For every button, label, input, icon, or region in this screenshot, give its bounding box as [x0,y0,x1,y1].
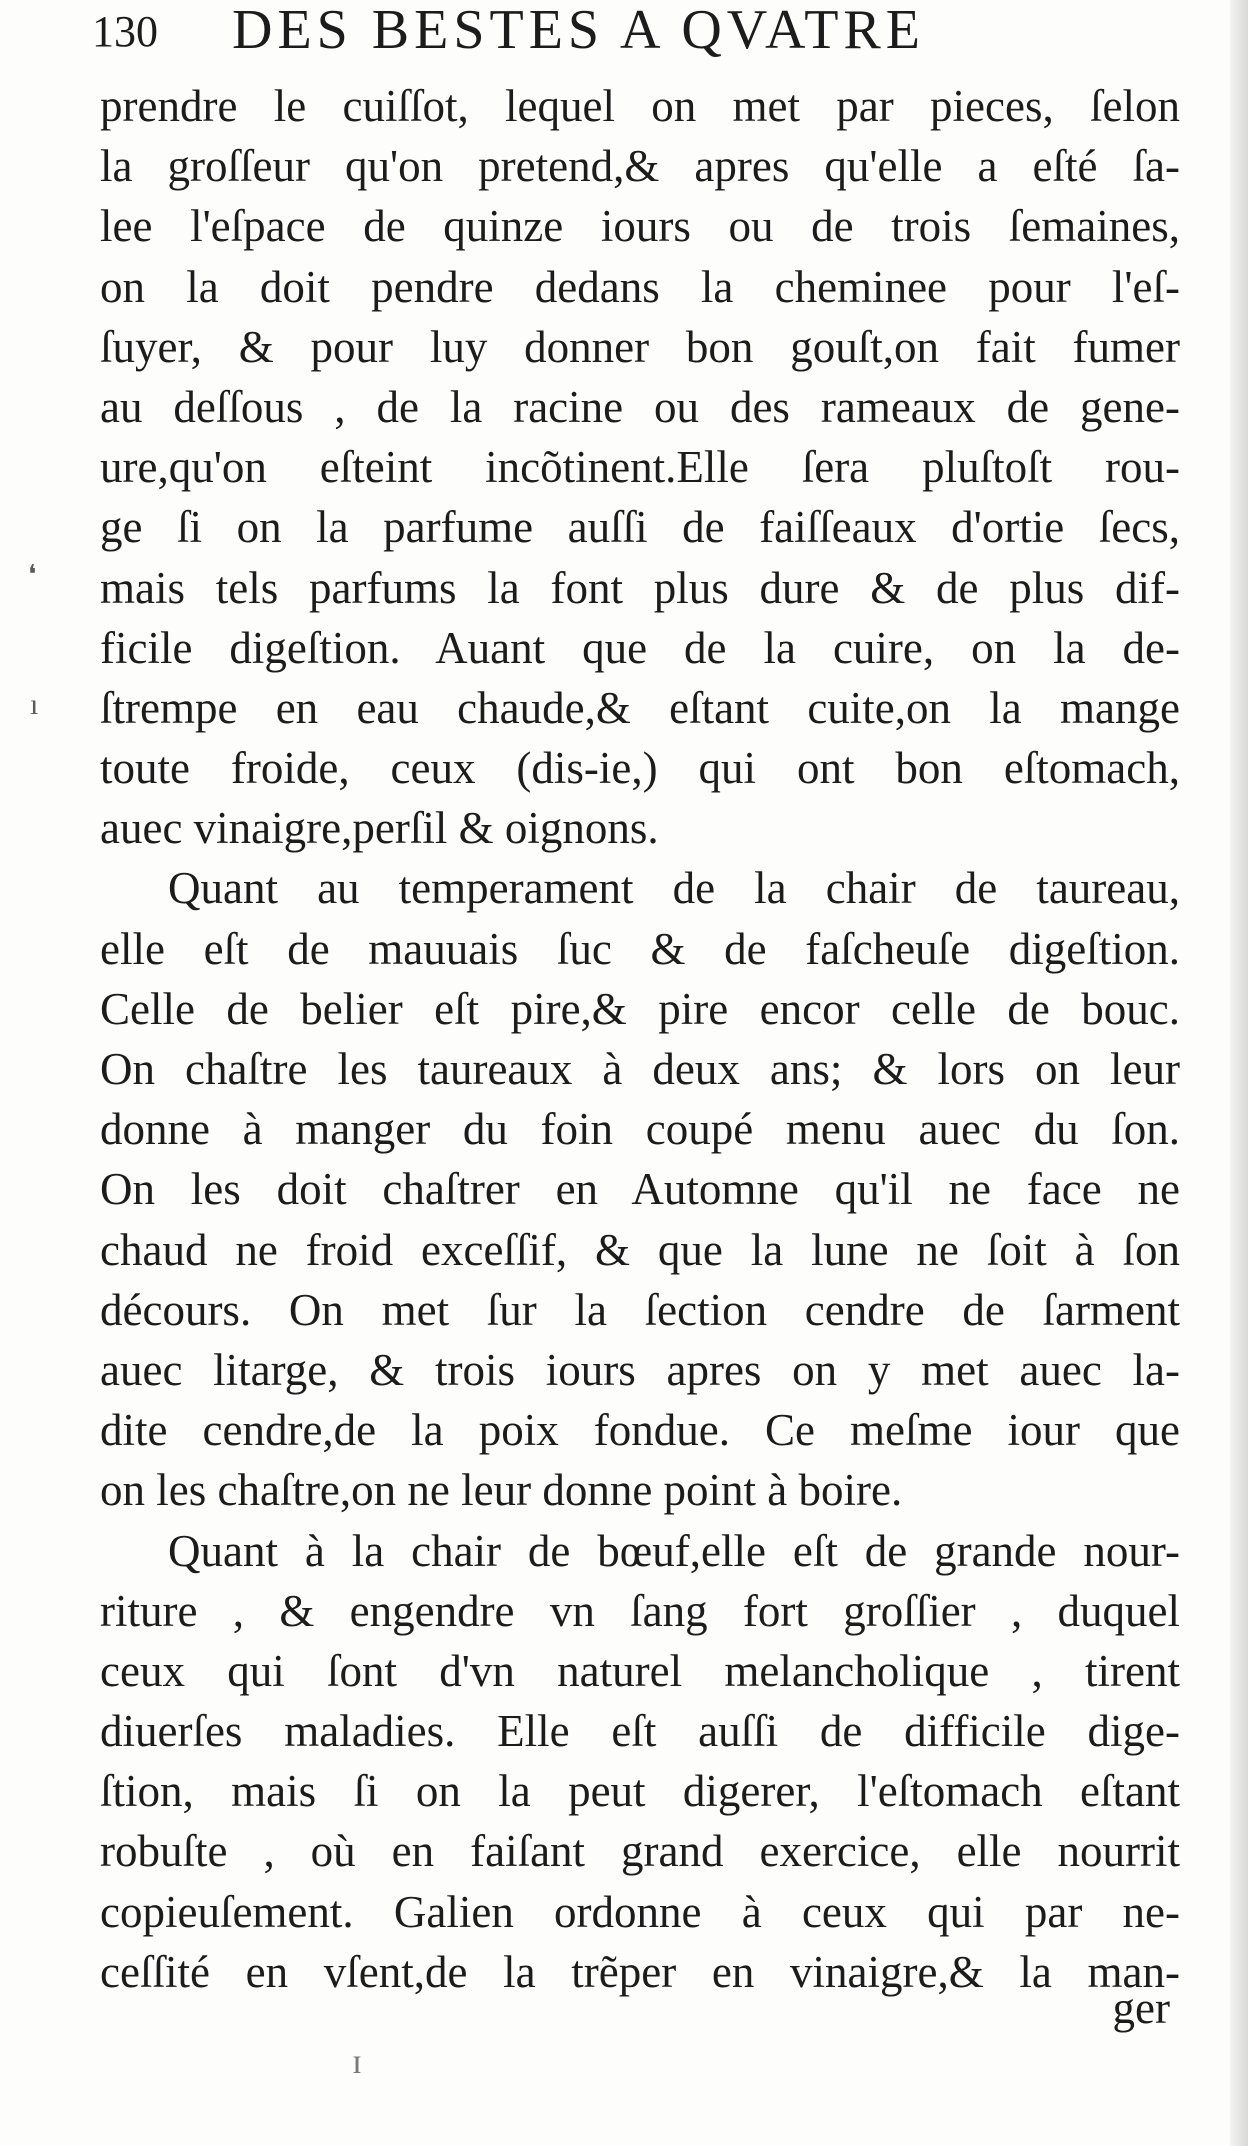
text-line: Quant au temperament de la chair de taureau, [168,863,1180,914]
body-text [100,76,1180,2002]
text-line: la groſſeur qu'on pretend,& apres qu'elle a eſté ſa- [100,141,1180,192]
text-line: décours. On met ſur la ſection cendre de ſarment [100,1284,1180,1335]
catchword: ger [1112,1983,1170,2033]
text-line: Celle de belier eſt pire,& pire encor celle de bouc. [100,983,1180,1034]
text-line: chaud ne froid exceſſif, & que la lune ne ſoit à ſon [100,1224,1180,1275]
text-line: on la doit pendre dedans la cheminee pour l'eſ- [100,261,1180,312]
text-line: mais tels parfums la font plus dure & de plus dif- [100,562,1180,613]
text-line: ſuyer, & pour luy donner bon gouſt,on fait fumer [100,321,1180,372]
text-line: au deſſous , de la racine ou des rameaux de gene- [100,381,1180,432]
text-line: copieuſement. Galien ordonne à ceux qui par ne- [100,1886,1180,1937]
text-line: ſtion, mais ſi on la peut digerer, l'eſtomach eſtant [100,1766,1180,1817]
text-line: lee l'eſpace de quinze iours ou de trois ſemaines, [100,201,1180,252]
text-line: donne à manger du foin coupé menu auec du ſon. [100,1104,1180,1155]
text-line: On chaſtre les taureaux à deux ans; & lors on leur [100,1044,1180,1094]
running-title: DES BESTES A QVATRE [232,0,925,61]
text-line: on les chaſtre,on ne leur donne point à boire. [100,1465,903,1516]
text-line: auec litarge, & trois iours apres on y met auec la- [100,1344,1180,1395]
text-line: ge ſi on la parfume auſſi de faiſſeaux d'ortie ſecs, [100,502,1180,553]
text-line: robuſte , où en faiſant grand exercice, elle nourrit [100,1826,1180,1877]
text-line: ceſſité en vſent,de la trẽper en vinaigre,& la man- [100,1946,1180,1997]
text-line: Quant à la chair de bœuf,elle eſt de grande nour- [168,1525,1180,1576]
text-line: ceux qui ſont d'vn naturel melancholique , tirent [100,1645,1180,1696]
text-line: auec vinaigre,perſil & oignons. [100,803,659,854]
text-line: riture , & engendre vn ſang fort groſſier , duquel [100,1585,1180,1636]
text-line: prendre le cuiſſot, lequel on met par pieces, ſelon [100,81,1180,131]
text-line: ure,qu'on eſteint incõtinent.Elle ſera pluſtoſt rou- [100,442,1180,493]
margin-ink-mark: ❛ [28,560,37,589]
text-line: ficile digeſtion. Auant que de la cuire, on la de- [100,622,1180,673]
text-line: On les doit chaſtrer en Automne qu'il ne face ne [100,1164,1180,1215]
page-number: 130 [92,7,158,56]
text-line: ſtrempe en eau chaude,& eſtant cuite,on la mange [100,682,1180,733]
text-line: toute froide, ceux (dis-ie,) qui ont bon eſtomach, [100,743,1180,794]
running-head [92,0,1092,60]
bottom-ink-mark: ɪ [352,2041,363,2081]
text-line: diuerſes maladies. Elle eſt auſſi de difficile dige- [100,1706,1180,1757]
margin-ink-mark: ı [30,688,39,721]
text-line: elle eſt de mauuais ſuc & de faſcheuſe digeſtion. [100,923,1180,974]
text-line: dite cendre,de la poix fondue. Ce meſme iour que [100,1405,1180,1456]
